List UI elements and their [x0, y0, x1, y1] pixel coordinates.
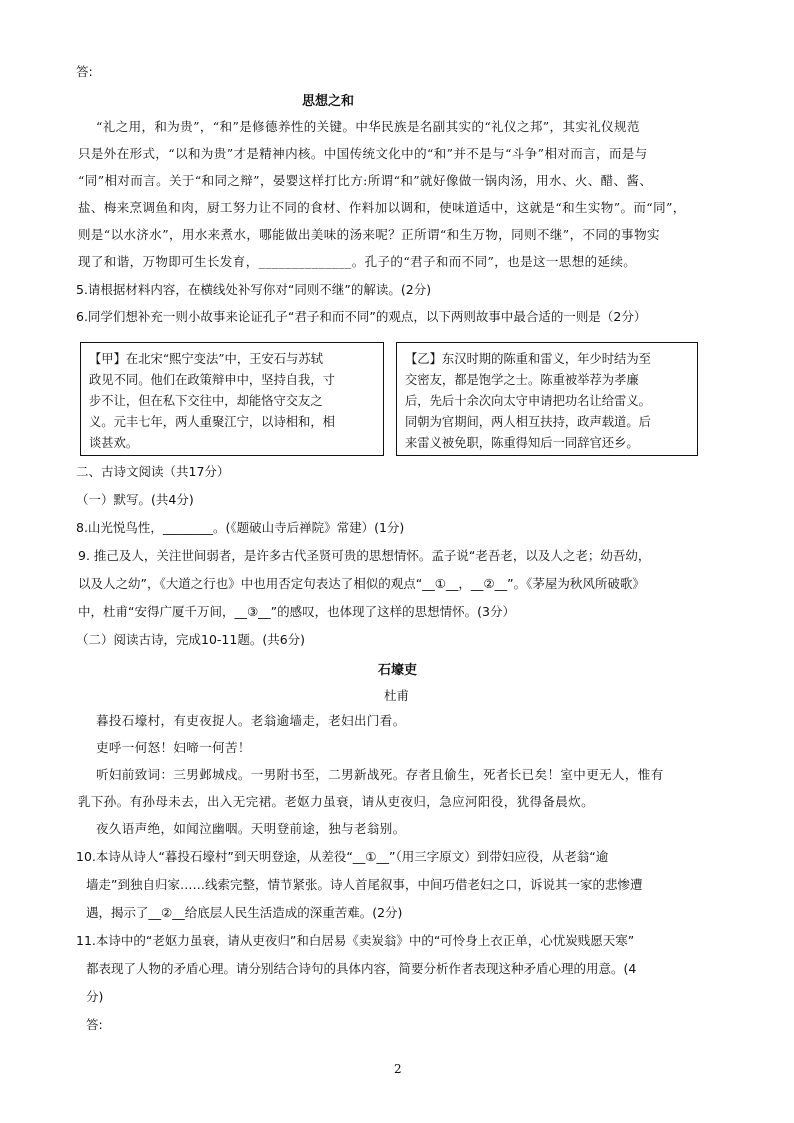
- essay-line: 只是外在形式，“以和为贵”才是精神内核。中国传统文化中的“和”并不是与“斗争”相对而言，而是与: [78, 146, 648, 161]
- answer-blank[interactable]: ________: [162, 520, 213, 535]
- answer-label: 答:: [76, 64, 93, 79]
- answer-label: 答:: [86, 1017, 103, 1032]
- story-yi-line: 同朝为官期间，两人相互扶持，政声载道。后: [405, 415, 651, 429]
- poem-line: 暮投石壕村，有吏夜捉人。老翁逾墙走，老妇出门看。: [96, 713, 406, 728]
- question-8: [76, 518, 404, 536]
- story-yi-line: 来雷义被免职，陈重得知后一同辞官还乡。: [405, 436, 639, 450]
- question-11-line: 都表现了人物的矛盾心理。请分别结合诗句的具体内容，简要分析作者表现这种矛盾心理的用意。(4: [86, 961, 637, 976]
- story-jia-line: 义。元丰七年，两人重聚江宁，以诗相和，相: [89, 415, 335, 429]
- question-10-line: 10.本诗从诗人“暮投石壕村”到天明登途，从差役“__①__”（用三字原文）到带妇应役，从老翁“逾: [76, 849, 609, 864]
- question-9-line: 中，杜甫“安得广厦千万间，__③__”的感叹，也体现了这样的思想情怀。(3分）: [78, 604, 515, 619]
- question-9-line: 9. 推己及人，关注世间弱者，是许多古代圣贤可贵的思想情怀。孟子说“老吾老，以及人之老；幼吾幼，: [78, 548, 651, 563]
- question-11-line: 分): [86, 989, 104, 1004]
- story-yi-line: 交密友，都是饱学之士。陈重被举荐为孝廉: [405, 373, 639, 387]
- q8-text: 8.山光悦鸟性，: [76, 520, 163, 535]
- part-heading: （二）阅读古诗，完成10-11题。(共6分): [76, 632, 306, 647]
- question-10-line: 遇，揭示了__②__给底层人民生活造成的深重苦难。(2分): [86, 905, 403, 920]
- essay-line: “同”相对而言。关于“和同之辩”，晏婴这样打比方:所谓“和”就好像做一锅肉汤，用水、火、醋、酱、: [78, 173, 653, 188]
- question-10-line: 墙走”到独自归家……线索完整，情节紧张。诗人首尾叙事，中间巧借老妇之口，诉说其一家的悲惨遭: [86, 877, 643, 892]
- essay-line: 则是“以水济水”，用水来煮水，哪能做出美味的汤来呢？正所谓“和生万物，同则不继”，不同的事物实: [78, 227, 660, 242]
- essay-line-text: 现了和谐，万物即可生长发育，: [78, 254, 259, 269]
- poem-title: 石壕吏: [378, 663, 418, 678]
- story-jia-line: 政见不同。他们在政策辩申中，坚持自我，寸: [89, 373, 335, 387]
- page-number: 2: [394, 1062, 402, 1076]
- poem-line: 乳下孙。有孙母未去，出入无完裙。老妪力虽衰，请从吏夜归，急应河阳役，犹得备晨炊。: [78, 794, 595, 809]
- poem-line: 夜久语声绝，如闻泣幽咽。天明登前途，独与老翁别。: [96, 821, 406, 836]
- story-jia-line: 谈甚欢。: [89, 436, 139, 450]
- essay-line: 盐、梅来烹调鱼和肉，厨工努力让不同的食材、作料加以调和，使味道适中，这就是“和生实物”。而“同”，: [78, 200, 686, 215]
- story-jia-line: 步不让，但在私下交往中，却能恪守交友之: [89, 394, 323, 408]
- story-yi-box: [396, 342, 698, 456]
- story-jia-box: [80, 342, 384, 456]
- poem-line: 吏呼一何怒！妇啼一何苦！: [96, 740, 251, 755]
- story-yi-line: 【乙】东汉时期的陈重和雷义，年少时结为至: [405, 352, 651, 366]
- answer-blank[interactable]: ______________: [258, 254, 352, 269]
- question-5: 5.请根据材料内容，在横线处补写你对“同则不继”的解读。(2分): [76, 282, 432, 297]
- section-heading: 二、古诗文阅读（共17分）: [76, 464, 230, 479]
- q8-text: 。(《题破山寺后禅院》常建）(1分): [212, 520, 405, 535]
- story-yi-line: 后，先后十余次向太守申请把功名让给雷义。: [405, 394, 651, 408]
- question-9-line: 以及人之幼”，《大道之行也》中也用否定句表达了相似的观点“__①__，__②__”。《茅屋为秋风所破歌》: [78, 576, 645, 591]
- question-11-line: 11.本诗中的“老妪力虽衰，请从吏夜归”和白居易《卖炭翁》中的“可怜身上衣正单，心忧炭贱愿天寒”: [76, 933, 635, 948]
- essay-line-text: 。孔子的“君子和而不同”，也是这一思想的延续。: [351, 254, 637, 269]
- part-heading: （一）默写。(共4分): [76, 492, 194, 507]
- essay-title: 思想之和: [302, 94, 355, 109]
- essay-line: “礼之用，和为贵”，“和”是修德养性的关键。中华民族是名副其实的“礼仪之邦”，其实礼仪规范: [96, 119, 640, 134]
- story-jia-line: 【甲】在北宋“熙宁变法”中，王安石与苏轼: [89, 352, 323, 366]
- essay-line: [78, 252, 636, 270]
- poem-line: 听妇前致词：三男邺城戍。一男附书至，二男新战死。存者且偷生，死者长已矣！室中更无人，惟有: [96, 767, 664, 782]
- poem-author: 杜甫: [384, 688, 410, 703]
- question-6: 6.同学们想补充一则小故事来论证孔子“君子和而不同”的观点，以下两则故事中最合适的一则是（2分）: [76, 309, 647, 324]
